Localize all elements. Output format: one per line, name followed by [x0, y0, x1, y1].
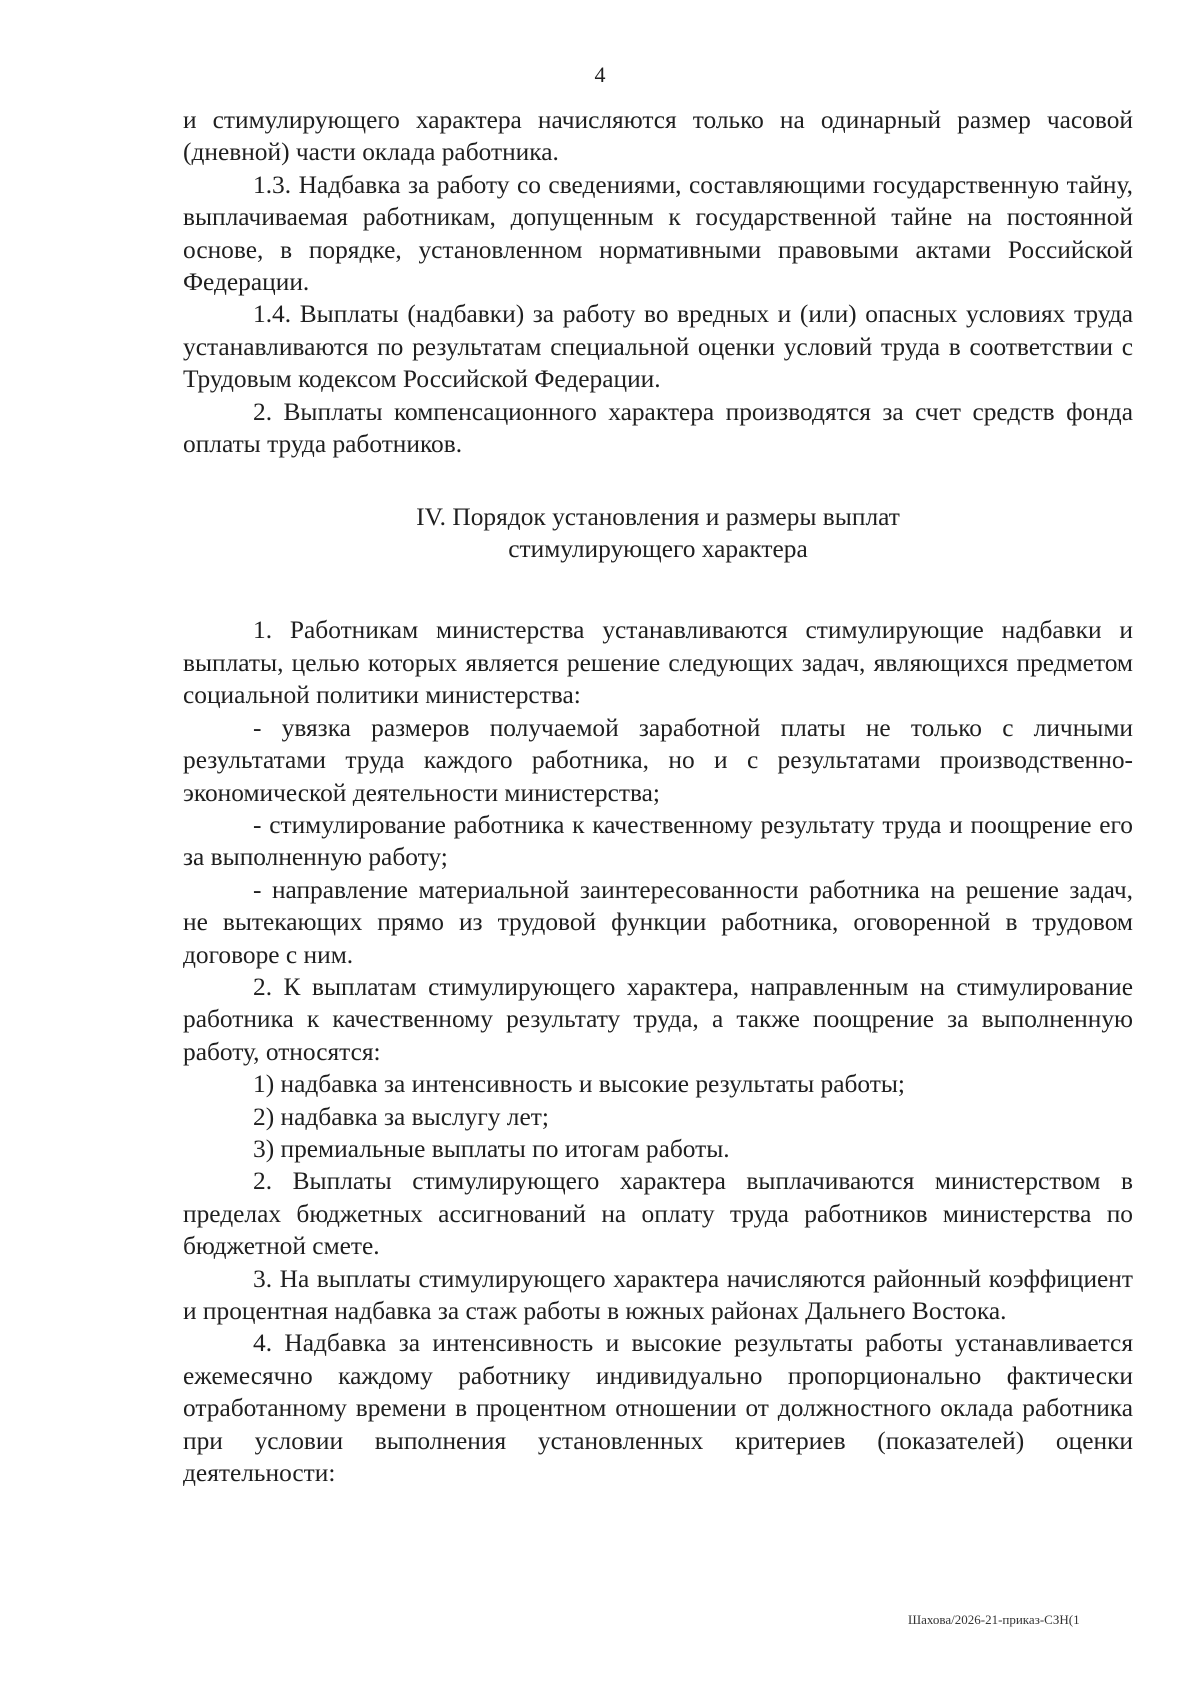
section-paragraph-1: 1. Работникам министерства устанавливаются стимулирующие надбавки и выплаты, целью которых является решение следующих задач, являющихся предметом социальной политики министерства: — [183, 616, 1133, 710]
paragraph-continuation: и стимулирующего характера начисляются только на одинарный размер часовой (дневной) части оклада работника. — [183, 106, 1133, 167]
section-heading-line-2: стимулирующего характера — [508, 535, 808, 564]
section-paragraph-3: 3. На выплаты стимулирующего характера начисляются районный коэффициент и процентная надбавка за стаж работы в южных районах Дальнего Востока. — [183, 1264, 1133, 1325]
paragraph-1-4: 1.4. Выплаты (надбавки) за работу во вредных и (или) опасных условиях труда устанавливаются по результатам специальной оценки условий труда в соответствии с Трудовым кодексом Российской Федерации. — [183, 300, 1133, 394]
page-number: 4 — [594, 62, 606, 87]
list-item-numbered-3: 3) премиальные выплаты по итогам работы. — [253, 1134, 730, 1163]
section-paragraph-2b: 2. Выплаты стимулирующего характера выплачиваются министерством в пределах бюджетных ассигнований на оплату труда работников министерства по бюджетной смете. — [183, 1167, 1133, 1261]
list-item-dash-1: - увязка размеров получаемой заработной платы не только с личными результатами труда каждого работника, но и с результатами производственно-экономической деятельности министерства; — [183, 713, 1133, 807]
section-paragraph-4: 4. Надбавка за интенсивность и высокие результаты работы устанавливается ежемесячно каждому работнику индивидуально пропорционально фактически отработанному времени в процентном отношении от должностного оклада работника при условии выполнения установленных критериев (показателей) оценки деятельности: — [183, 1329, 1133, 1488]
list-item-dash-3: - направление материальной заинтересованности работника на решение задач, не вытекающих прямо из трудовой функции работника, оговоренной в трудовом договоре с ним. — [183, 875, 1133, 969]
list-item-dash-2: - стимулирование работника к качественному результату труда и поощрение его за выполненную работу; — [183, 810, 1133, 872]
footer-document-code: Шахова/2026-21-приказ-СЗН(1 — [908, 1612, 1080, 1627]
list-item-numbered-1: 1) надбавка за интенсивность и высокие результаты работы; — [253, 1070, 905, 1099]
paragraph-2: 2. Выплаты компенсационного характера производятся за счет средств фонда оплаты труда работников. — [183, 397, 1133, 459]
section-heading — [183, 501, 1133, 565]
document-body — [183, 104, 1133, 1489]
section-heading-line-1: IV. Порядок установления и размеры выплат — [416, 503, 900, 532]
section-paragraph-2: 2. К выплатам стимулирующего характера, направленным на стимулирование работника к качественному результату труда, а также поощрение за выполненную работу, относятся: — [183, 972, 1133, 1066]
paragraph-1-3: 1.3. Надбавка за работу со сведениями, составляющими государственную тайну, выплачиваемая работникам, допущенным к государственной тайне на постоянной основе, в порядке, установленном нормативными правовыми актами Российской Федерации. — [183, 170, 1133, 297]
list-item-numbered-2: 2) надбавка за выслугу лет; — [253, 1102, 549, 1131]
